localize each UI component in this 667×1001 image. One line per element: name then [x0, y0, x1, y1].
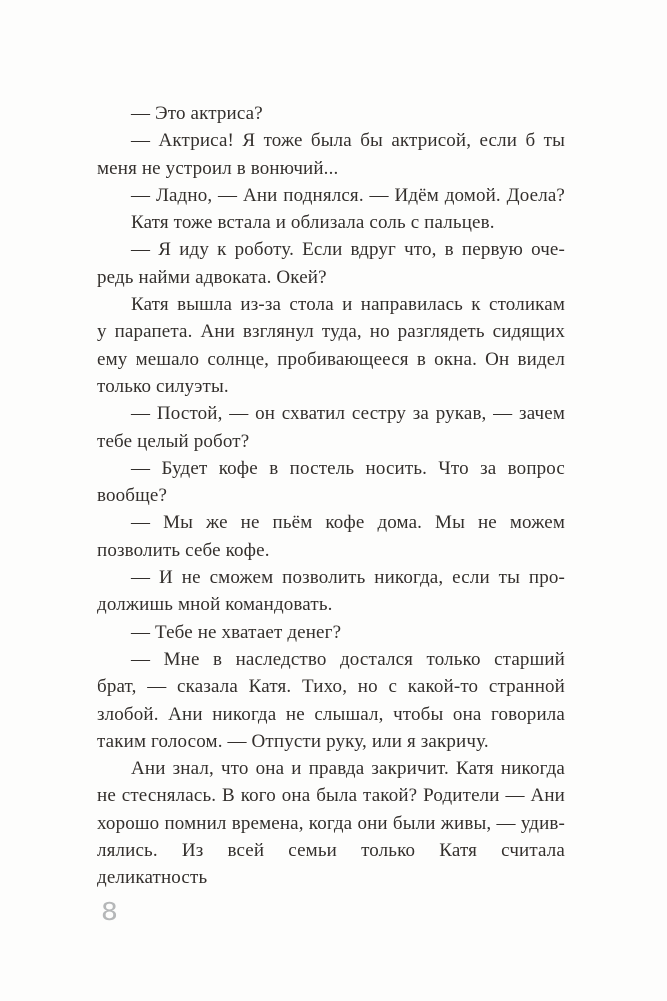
- text-line: — Тебе не хватает денег?: [131, 621, 342, 643]
- text-line: редь найми адвоката. Окей?: [97, 266, 327, 288]
- text-lines: [97, 100, 565, 889]
- text-line: — Я иду к роботу. Если вдруг что, в первую оче-: [131, 239, 565, 261]
- text-line: — Мне в наследство достался только старший: [131, 648, 565, 670]
- text-line: Ани знал, что она и правда закричит. Катя никогда: [131, 758, 565, 780]
- text-line: — Постой, — он схватил сестру за рукав, — зачем: [131, 403, 565, 425]
- text-line: злобой. Ани никогда не слышал, чтобы она говорила: [97, 703, 565, 725]
- text-line: Катя вышла из-за стола и направилась к столикам: [131, 294, 565, 316]
- text-line: только силуэты.: [97, 375, 229, 397]
- text-line: — Актриса! Я тоже была бы актрисой, если б ты: [131, 130, 565, 152]
- text-line: Катя тоже встала и облизала соль с пальцев.: [131, 212, 495, 234]
- text-line: — Ладно, — Ани поднялся. — Идём домой. Доела?: [131, 184, 565, 206]
- text-line: — Это актриса?: [131, 103, 263, 124]
- text-line: — Мы же не пьём кофе дома. Мы не можем: [131, 512, 565, 534]
- text-line: вообще?: [97, 485, 168, 507]
- text-line: позволить себе кофе.: [97, 539, 270, 561]
- text-line: брат, — сказала Катя. Тихо, но с какой-то странной: [97, 676, 565, 698]
- text-line: таким голосом. — Отпусти руку, или я закричу.: [97, 730, 489, 752]
- text-line: — И не сможем позволить никогда, если ты про-: [131, 567, 565, 589]
- text-line: должишь мной командовать.: [97, 594, 333, 616]
- text-line: — Будет кофе в постель носить. Что за вопрос: [131, 457, 565, 479]
- text-line: не стеснялась. В кого она была такой? Родители — Ани: [97, 785, 565, 807]
- text-line: меня не устроил в вонючий...: [97, 157, 339, 179]
- text-line: хорошо помнил времена, когда они были живы, — удив-: [97, 812, 565, 834]
- page-number: 8: [101, 897, 118, 926]
- text-line: у парапета. Ани взглянул туда, но разглядеть сидящих: [97, 321, 565, 343]
- text-line: тебе целый робот?: [97, 430, 250, 452]
- text-line: лялись. Из всей семьи только Катя считала деликатность: [97, 840, 565, 889]
- text-line: ему мешало солнце, пробивающееся в окна. Он видел: [97, 348, 565, 370]
